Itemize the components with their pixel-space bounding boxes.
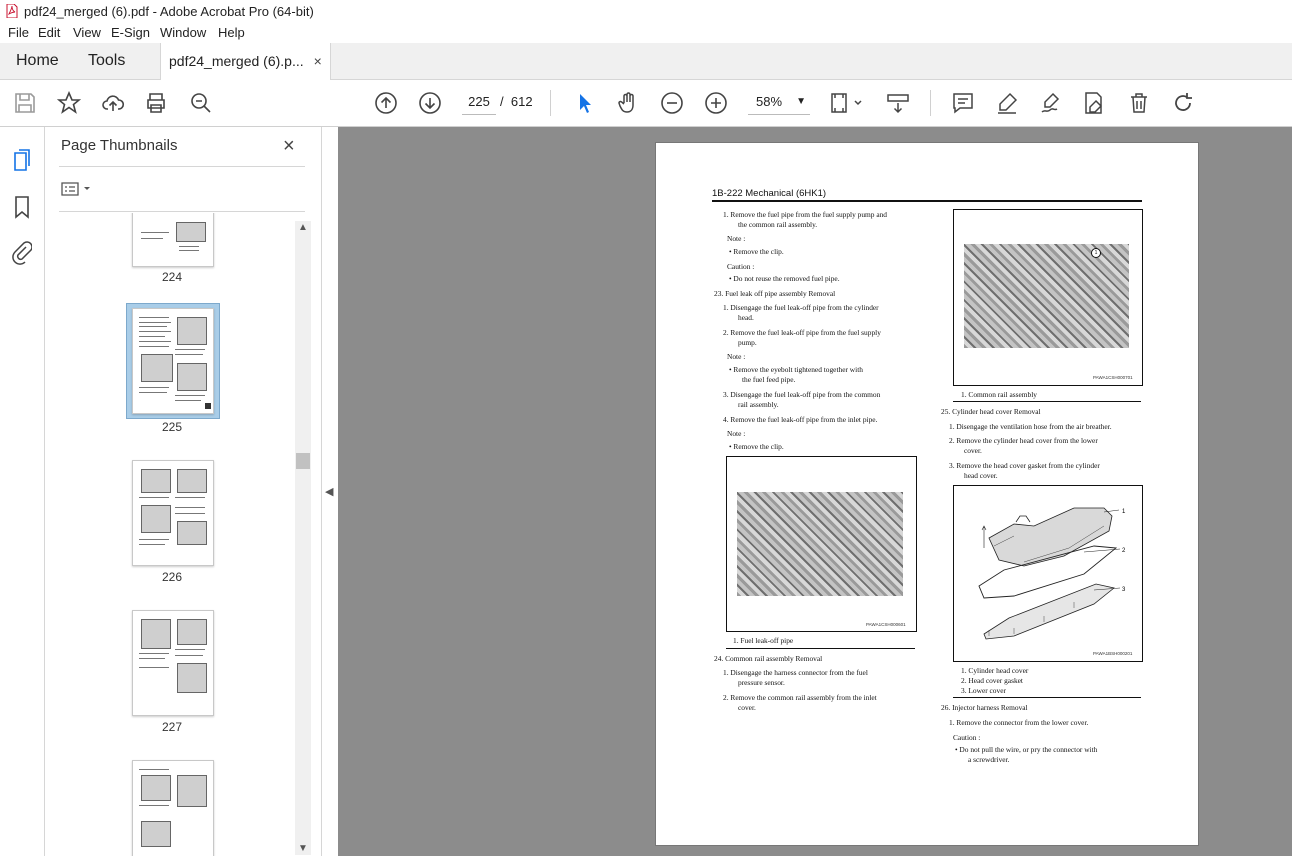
figure-cylinder-head-cover [953, 485, 1143, 662]
comment-icon[interactable] [951, 91, 975, 115]
tab-bar [0, 43, 1292, 80]
caution-label: Caution : [953, 733, 981, 742]
step-text: 1. Disengage the harness connector from the fuel [723, 668, 868, 677]
step-text: the common rail assembly. [738, 220, 818, 229]
scroll-up-icon[interactable]: ▲ [298, 222, 308, 233]
select-cursor-icon[interactable] [573, 91, 597, 115]
pdf-app-icon [6, 4, 18, 18]
tab-close-icon[interactable]: × [313, 53, 322, 69]
menu-file[interactable]: File [8, 25, 29, 40]
figure-code: PAWA1BSH000201 [1093, 651, 1133, 656]
step-text: pressure sensor. [738, 678, 785, 687]
page-thumbnail[interactable] [132, 460, 214, 566]
next-page-icon[interactable] [418, 91, 442, 115]
rotate-redo-icon[interactable] [1171, 91, 1195, 115]
navigation-rail [0, 127, 45, 856]
menu-view[interactable]: View [73, 25, 101, 40]
step-text: 3. Disengage the fuel leak-off pipe from the common [723, 390, 881, 399]
step-text: 1. Disengage the fuel leak-off pipe from the cylinder [723, 303, 879, 312]
menu-help[interactable]: Help [218, 25, 245, 40]
section-heading: 25. Cylinder head cover Removal [941, 407, 1041, 416]
chevron-down-icon: ▼ [796, 96, 806, 107]
print-icon[interactable] [144, 91, 168, 115]
zoom-in-icon[interactable] [704, 91, 728, 115]
figure-code: PAWA1CSH000601 [866, 622, 906, 627]
step-text: 2. Remove the common rail assembly from the inlet [723, 693, 877, 702]
step-text: 4. Remove the fuel leak-off pipe from the inlet pipe. [723, 415, 878, 424]
list-options-icon [61, 181, 91, 197]
figure-photo [964, 244, 1129, 348]
note-label: Note : [727, 234, 746, 243]
main-toolbar [0, 80, 1292, 127]
menu-bar [0, 23, 1292, 43]
attachments-paperclip-icon[interactable] [12, 241, 32, 265]
caption-rule [953, 401, 1141, 402]
bullet-text: • Remove the clip. [729, 247, 784, 256]
step-text: head. [738, 313, 754, 322]
figure-common-rail-assembly [953, 209, 1143, 386]
section-heading: 26. Injector harness Removal [941, 703, 1028, 712]
thumbnail-label: 227 [161, 720, 183, 734]
caption-rule [726, 648, 915, 649]
note-label: Note : [727, 429, 746, 438]
callout-label: 2 [1122, 548, 1126, 554]
step-text: 3. Remove the head cover gasket from the cylinder [949, 461, 1100, 470]
page-thumbnail[interactable] [132, 760, 214, 856]
bullet-text: • Do not reuse the removed fuel pipe. [729, 274, 840, 283]
step-text: cover. [738, 703, 756, 712]
zoom-out-icon[interactable] [660, 91, 684, 115]
caution-label: Caution : [727, 262, 755, 271]
scroll-mode-icon[interactable] [886, 91, 910, 115]
panel-collapse-handle[interactable] [321, 127, 338, 856]
toolbar-divider [930, 90, 931, 116]
highlight-pen-icon[interactable] [995, 91, 1019, 115]
save-icon[interactable] [13, 91, 37, 115]
menu-window[interactable]: Window [160, 25, 207, 40]
title-bar [0, 0, 1292, 23]
page-total [500, 90, 533, 114]
section-heading: 24. Common rail assembly Removal [714, 654, 823, 663]
step-text: rail assembly. [738, 400, 779, 409]
step-text: head cover. [964, 471, 998, 480]
step-text: 1. Remove the connector from the lower cover. [949, 718, 1089, 727]
figure-caption: 1. Common rail assembly [961, 390, 1037, 399]
caption-rule [953, 697, 1141, 698]
step-text: pump. [738, 338, 757, 347]
thumbnail-scrollbar[interactable] [295, 221, 311, 855]
window-title: pdf24_merged (6).pdf - Adobe Acrobat Pro (64-bit) [24, 4, 314, 19]
tab-document[interactable] [160, 43, 331, 80]
bullet-text: • Remove the eyebolt tightened together with [729, 365, 863, 374]
thumbnail-label: 226 [161, 570, 183, 584]
panel-divider [59, 211, 305, 212]
page-thumbnails-icon[interactable] [12, 148, 32, 172]
zoom-search-icon[interactable] [189, 91, 213, 115]
step-text: 2. Remove the fuel leak-off pipe from the fuel supply [723, 328, 881, 337]
bookmarks-icon[interactable] [13, 195, 31, 219]
exploded-view-drawing [954, 486, 1142, 661]
figure-photo [737, 492, 903, 596]
upload-cloud-icon[interactable] [101, 91, 125, 115]
scrollbar-thumb[interactable] [296, 453, 310, 469]
figure-fuel-leak-off-pipe [726, 456, 917, 632]
callout-label: 3 [1122, 587, 1126, 593]
toolbar-divider [550, 90, 551, 116]
figure-code: PAWA1CSH000701 [1093, 375, 1133, 380]
figure-caption: 1. Cylinder head cover [961, 666, 1029, 675]
panel-title: Page Thumbnails [61, 137, 178, 154]
tab-tools[interactable]: Tools [88, 52, 126, 69]
page-total-count: 612 [510, 94, 533, 109]
document-viewer[interactable] [338, 127, 1292, 856]
bookmark-star-icon[interactable] [57, 91, 81, 115]
previous-page-icon[interactable] [374, 91, 398, 115]
callout-marker: 1 [1091, 248, 1101, 258]
bullet-text: • Do not pull the wire, or pry the connector with [955, 745, 1098, 754]
tab-document-label: pdf24_merged (6).p... [169, 53, 304, 69]
thumbnail-options-button[interactable] [61, 181, 91, 200]
bullet-text: the fuel feed pipe. [742, 375, 796, 384]
note-label: Note : [727, 352, 746, 361]
page-thumbnails-panel [45, 127, 321, 856]
step-text: 1. Disengage the ventilation hose from the air breather. [949, 422, 1112, 431]
step-text: cover. [964, 446, 982, 455]
menu-edit[interactable]: Edit [38, 25, 61, 40]
page-number-input[interactable]: 225 [462, 90, 496, 115]
page-header: 1B-222 Mechanical (6HK1) [712, 188, 827, 199]
callout-label: 1 [1122, 509, 1126, 515]
thumbnail-list [45, 213, 321, 856]
draw-sign-icon[interactable] [1039, 91, 1063, 115]
zoom-level-select[interactable] [748, 90, 810, 115]
figure-caption: 3. Lower cover [961, 686, 1006, 695]
bullet-text: a screwdriver. [968, 755, 1010, 764]
figure-caption: 2. Head cover gasket [961, 676, 1023, 685]
thumbnail-label: 225 [161, 420, 183, 434]
step-text: 2. Remove the cylinder head cover from the lower [949, 436, 1098, 445]
menu-esign[interactable]: E-Sign [111, 25, 151, 40]
edit-pdf-icon[interactable] [1082, 91, 1106, 115]
page-thumbnail[interactable] [132, 610, 214, 716]
zoom-level-value: 58% [756, 94, 783, 109]
page-thumbnail-selected[interactable] [132, 308, 214, 414]
collapse-left-icon: ◀ [325, 486, 334, 498]
header-rule [712, 200, 1142, 202]
page-separator: / [500, 94, 504, 109]
delete-trash-icon[interactable] [1127, 91, 1151, 115]
page-thumbnail[interactable] [132, 213, 214, 267]
thumbnail-label: 224 [161, 270, 183, 284]
step-text: 1. Remove the fuel pipe from the fuel supply pump and [723, 210, 887, 219]
panel-divider [59, 166, 305, 167]
hand-tool-icon[interactable] [616, 91, 640, 115]
figure-caption: 1. Fuel leak-off pipe [733, 636, 794, 645]
tab-home[interactable]: Home [16, 52, 59, 69]
pdf-page [655, 142, 1199, 846]
scroll-down-icon[interactable]: ▼ [298, 843, 308, 854]
bullet-text: • Remove the clip. [729, 442, 784, 451]
section-heading: 23. Fuel leak off pipe assembly Removal [714, 289, 836, 298]
page-fit-icon[interactable] [829, 91, 865, 115]
panel-close-icon[interactable]: × [283, 135, 295, 157]
